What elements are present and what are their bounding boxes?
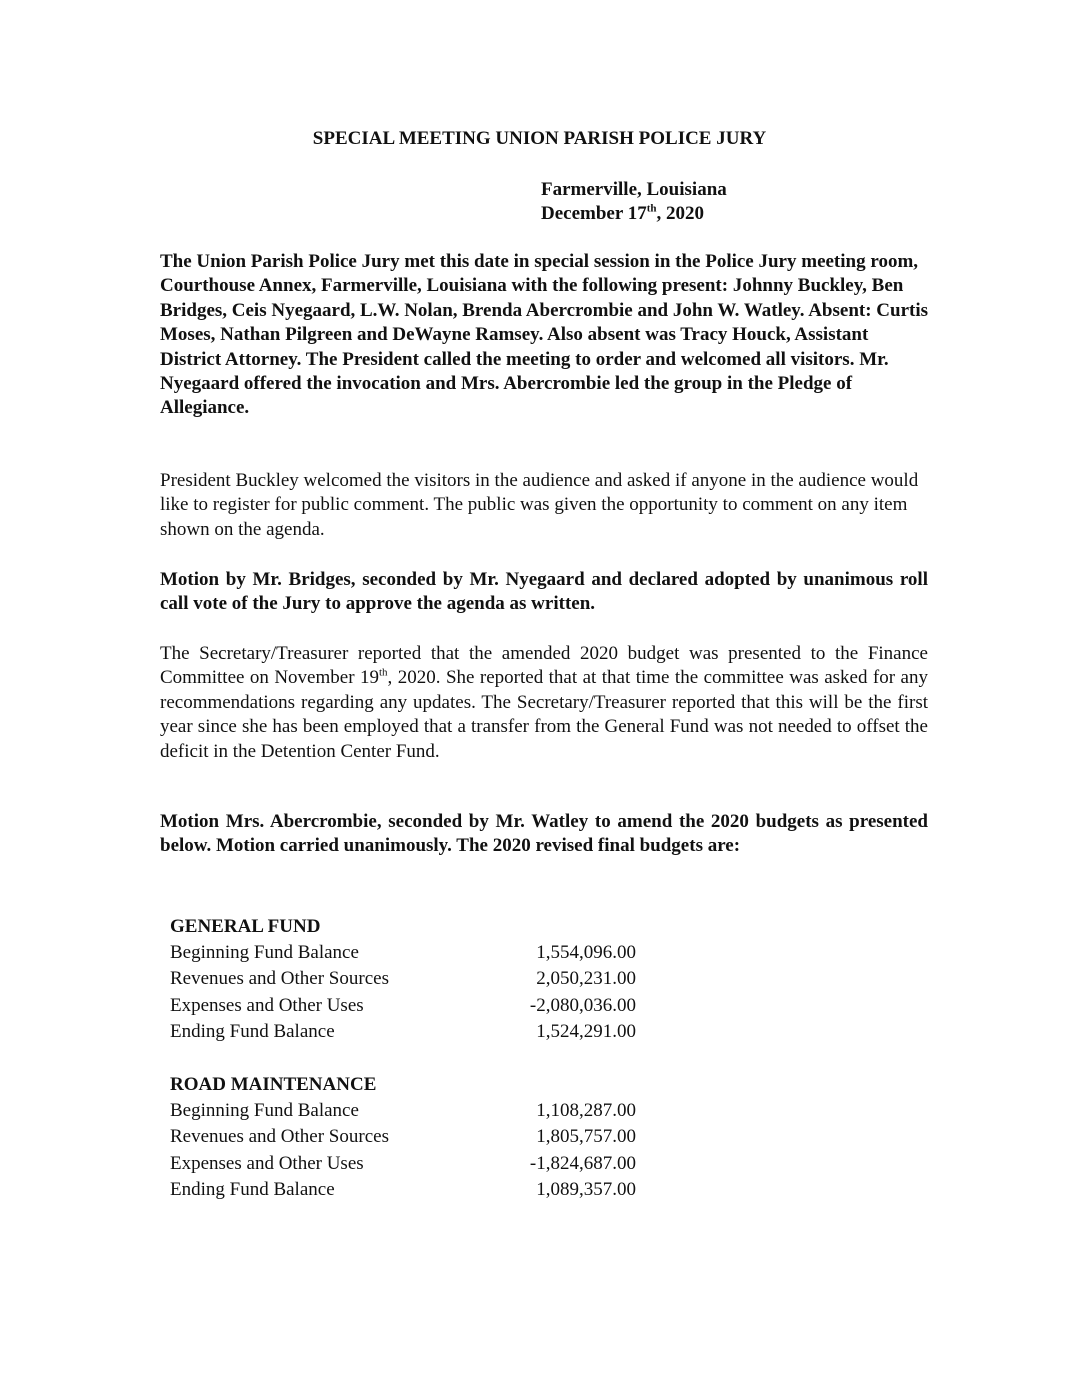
treasurer-report-paragraph (160, 642, 928, 764)
budget-row-label: Ending Fund Balance (170, 1020, 335, 1042)
treasurer-report-part2: , 2020. She reported that at that time the committee was asked for any recommendations regarding any updates. The Secretary/Treasurer reported that this will be the first year since she has been employed that a transfer from the General Fund was not needed to offset the deficit in the Detention Center Fund. (160, 667, 928, 762)
meeting-date (541, 202, 727, 226)
budget-row-label: Beginning Fund Balance (170, 942, 359, 963)
budget-row (170, 1124, 670, 1150)
budget-row-amount: 1,554,096.00 (536, 942, 636, 963)
budget-row (170, 1098, 670, 1124)
budget-row (170, 1177, 670, 1203)
treasurer-report-ordinal: th (378, 667, 388, 680)
agenda-motion-paragraph: Motion by Mr. Bridges, seconded by Mr. Nyegaard and declared adopted by unanimous roll call vote of the Jury to approve the agenda as written. (160, 569, 928, 615)
budget-row (170, 940, 670, 966)
budget-row-amount: 2,050,231.00 (536, 968, 636, 990)
general-fund-budget (170, 913, 670, 1045)
treasurer-report-part1: The Secretary/Treasurer reported that the amended 2020 budget was presented to the Finance Committee on November 19 (160, 643, 928, 689)
budget-row-amount: -1,824,687.00 (529, 1152, 636, 1174)
meeting-location: Farmerville, Louisiana (541, 179, 727, 200)
document-title: SPECIAL MEETING UNION PARISH POLICE JURY (312, 128, 767, 149)
budget-row-amount: 1,805,757.00 (536, 1126, 636, 1148)
budget-row (170, 1019, 670, 1045)
meeting-date-year: , 2020 (656, 203, 704, 224)
general-fund-title: GENERAL FUND (170, 916, 321, 937)
road-maintenance-title: ROAD MAINTENANCE (170, 1074, 377, 1095)
budget-row-amount: 1,524,291.00 (536, 1020, 636, 1042)
meeting-date-ordinal: th (646, 202, 657, 215)
budget-motion-paragraph: Motion Mrs. Abercrombie, seconded by Mr. Watley to amend the 2020 budgets as presented below. Motion carried unanimously. The 2020 revised final budgets are: (160, 811, 928, 857)
budget-row (170, 966, 670, 992)
budget-row-amount: 1,089,357.00 (536, 1178, 636, 1200)
budget-row (170, 993, 670, 1019)
budget-row (170, 1151, 670, 1177)
budget-row-label: Beginning Fund Balance (170, 1100, 359, 1121)
budget-row-label: Expenses and Other Uses (170, 1152, 364, 1174)
budget-row-label: Expenses and Other Uses (170, 994, 364, 1016)
budget-row-amount: -2,080,036.00 (529, 994, 636, 1016)
budget-row-label: Revenues and Other Sources (170, 968, 389, 990)
budget-row-label: Revenues and Other Sources (170, 1126, 389, 1148)
budget-row-label: Ending Fund Balance (170, 1178, 335, 1200)
meeting-date-day: December 17 (541, 203, 647, 224)
budget-row-amount: 1,108,287.00 (536, 1100, 636, 1121)
public-comment-paragraph: President Buckley welcomed the visitors in the audience and asked if anyone in the audience would like to register for public comment. The public was given the opportunity to comment on any item shown on the agenda. (160, 470, 919, 540)
attendance-paragraph: The Union Parish Police Jury met this date in special session in the Police Jury meeting room, Courthouse Annex, Farmerville, Louisiana with the following present: Johnny Buckley, Ben Bridges, Ceis Nyegaard, L.W. Nolan, Brenda Abercrombie and John W. Watley. Absent: Curtis Moses, Nathan Pilgreen and DeWayne Ramsey. Also absent was Tracy Houck, Assistant District Attorney. The President called the meeting to order and welcomed all visitors. Mr. Nyegaard offered the invocation and Mrs. Abercrombie led the group in the Pledge of Allegiance. (160, 251, 929, 419)
road-maintenance-budget (170, 1071, 670, 1203)
location-date-block (541, 178, 727, 226)
